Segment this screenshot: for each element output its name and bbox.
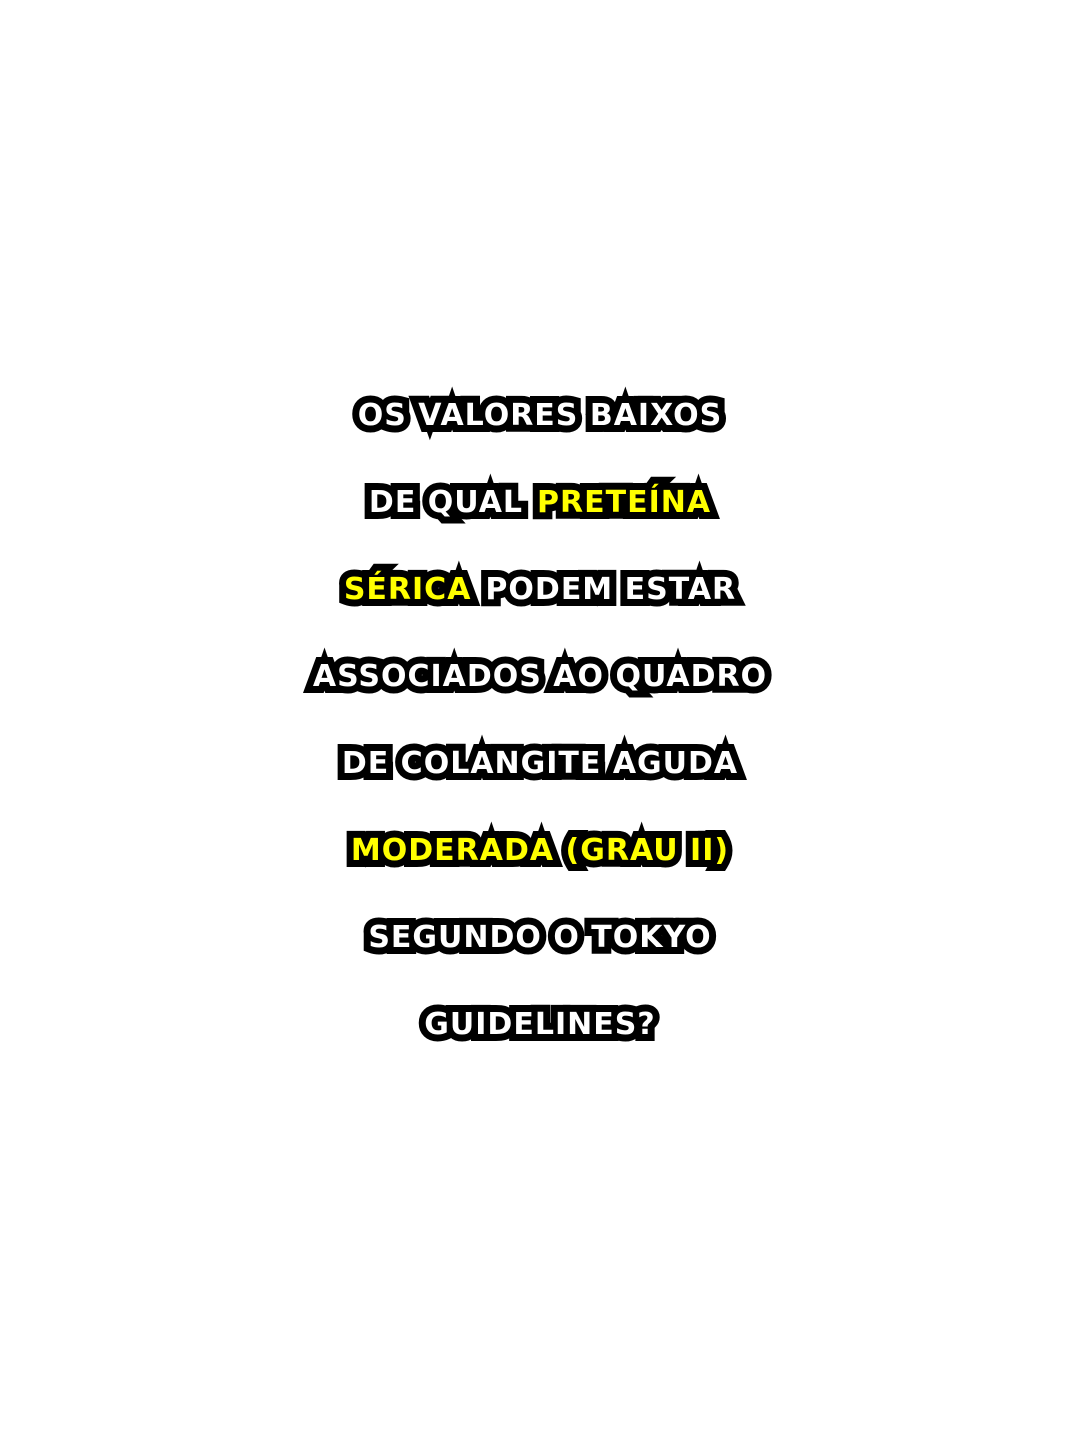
line-3-highlight: SÉRICA xyxy=(343,572,472,607)
line-8-text: GUIDELINES? xyxy=(424,1007,656,1042)
question-line-5 xyxy=(0,720,1080,807)
question-line-6 xyxy=(0,807,1080,894)
line-4-text: ASSOCIADOS AO QUADRO xyxy=(312,659,768,694)
question-line-4 xyxy=(0,633,1080,720)
line-7-text: SEGUNDO O TOKYO xyxy=(368,920,712,955)
question-line-2 xyxy=(0,459,1080,546)
line-1-text: OS VALORES BAIXOS xyxy=(357,398,723,433)
line-3-text: PODEM ESTAR xyxy=(485,572,737,607)
question-text xyxy=(0,372,1080,1068)
question-line-3 xyxy=(0,546,1080,633)
question-line-1 xyxy=(0,372,1080,459)
line-2-text: DE QUAL xyxy=(368,485,524,520)
question-line-7 xyxy=(0,894,1080,981)
question-line-8 xyxy=(0,981,1080,1068)
line-5-text: DE COLANGITE AGUDA xyxy=(341,746,739,781)
line-2-highlight: PRETEÍNA xyxy=(537,485,712,520)
line-6-highlight: MODERADA (GRAU II) xyxy=(350,833,730,868)
